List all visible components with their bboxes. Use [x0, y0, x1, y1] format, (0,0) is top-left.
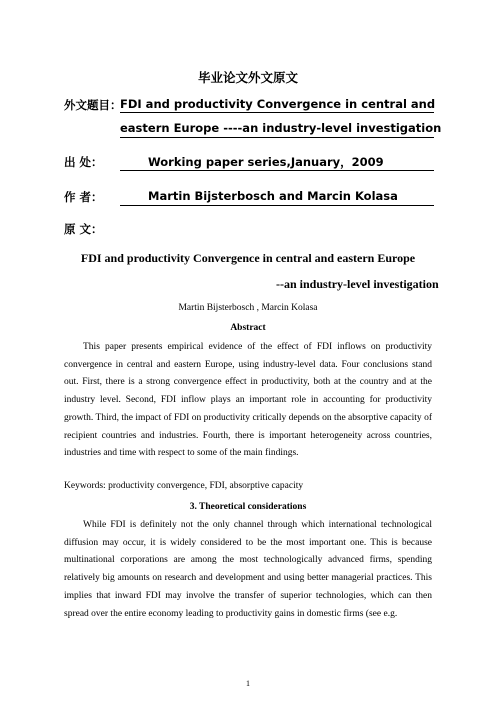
original-row: [64, 221, 164, 239]
article-title: FDI and productivity Convergence in central and eastern Europe: [80, 251, 416, 265]
original-label: 原 文：: [64, 222, 103, 236]
author-value: Martin Bijsterbosch and Marcin Kolasa: [148, 189, 398, 203]
abstract-paragraph: This paper presents empirical evidence of the effect of FDI inflows on productivity convergence in central and eastern Europe, using industry-level data. Four conclusions stand out. First, there is a strong convergence effect in productivity, both at the country and at the industry level. Second, FDI inflow plays an important role in accounting for productivity growth. Third, the impact of FDI on productivity critically depends on the absorptive capacity of recipient countries and industries. Fourth, there is important heterogeneity across countries, industries and time with respect to some of the main findings.: [64, 342, 432, 459]
foreign-title-underline-2: [120, 137, 434, 138]
article-subtitle: --an industry-level investigation: [276, 277, 439, 291]
keywords-line: Keywords: productivity convergence, FDI, absorptive capacity: [64, 481, 304, 491]
page-number: 1: [246, 679, 250, 688]
source-value: Working paper series,January，2009: [148, 155, 384, 169]
source-label: 出 处：: [64, 155, 103, 169]
section-paragraph: While FDI is definitely not the only channel through which international technological diffusion may occur, it is widely considered to be the most important one. This is because multinational corporations are among the most technologically advanced firms, spending relatively big amounts on research and development and using better managerial practices. This implies that inward FDI may involve the transfer of superior technologies, which can then spread over the entire economy leading to productivity gains in domestic firms (see e.g.: [64, 520, 432, 619]
foreign-title-row: [64, 97, 444, 137]
foreign-title-line2: eastern Europe ----an industry-level investigation: [120, 121, 442, 135]
document-title: 毕业论文外文原文: [197, 70, 298, 85]
source-underline: [120, 170, 434, 171]
source-row: [64, 154, 444, 172]
author-underline: [120, 205, 434, 206]
author-row: [64, 189, 444, 207]
section-heading: 3. Theoretical considerations: [189, 502, 307, 512]
abstract-heading: Abstract: [230, 323, 266, 333]
foreign-title-line1: FDI and productivity Convergence in central and: [120, 97, 436, 111]
foreign-title-underline-1: [120, 112, 434, 113]
author-label: 作 者：: [64, 190, 103, 204]
foreign-title-label: 外文题目：: [64, 98, 122, 112]
article-authors: Martin Bijsterbosch , Marcin Kolasa: [178, 303, 318, 313]
